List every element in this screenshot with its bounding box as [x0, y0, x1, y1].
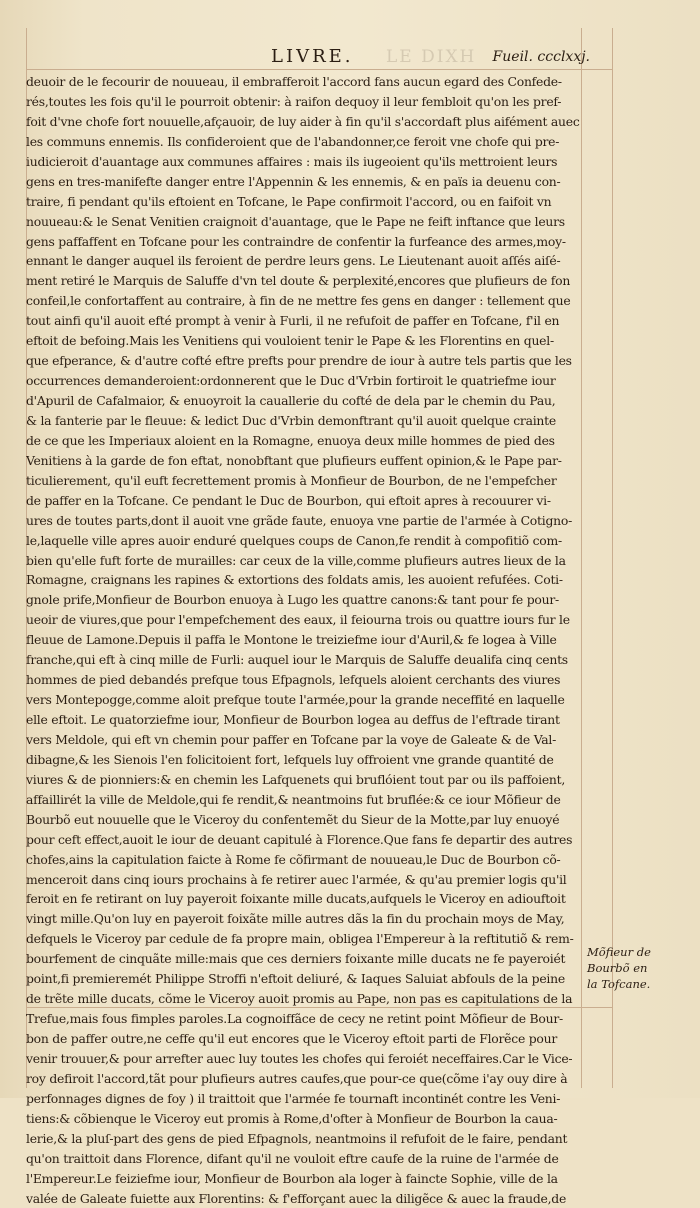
margin-note-line: la Tofcane.	[587, 976, 687, 992]
text-line: d'Apuril de Cafalmaior, & enuoyroit la cauallerie du cofté de dela par le chemin du Pau,	[26, 391, 582, 411]
text-line: roy defiroit l'accord,tãt pour plufieurs autres caufes,que pour-ce que(cõme i'ay ouy dire à	[26, 1069, 582, 1089]
text-line: viures & de pionniers:& en chemin les Lafquenets qui bruflóient tout par ou ils paffoient,	[26, 770, 582, 790]
margin-column-rule	[612, 28, 613, 1088]
text-line: bon de paffer outre,ne ceffe qu'il eut encores que le Viceroy eftoit parti de Florẽce pour	[26, 1029, 582, 1049]
text-line: Romagne, craignans les rapines & extortions des foldats amis, les auoient refufées. Coti-	[26, 570, 582, 590]
text-line: eftoit de befoing.Mais les Venitiens qui vouloient tenir le Pape & les Florentins en quel-	[26, 331, 582, 351]
margin-note-line: Mõfieur de	[587, 944, 687, 960]
text-line: rés,toutes les fois qu'il le pourroit obtenir: à raifon dequoy il leur fembloit qu'on les pref-	[26, 92, 582, 112]
text-line: Trefue,mais fous fimples paroles.La cognoiffãce de cecy ne retint point Mõfieur de Bour-	[26, 1009, 582, 1029]
text-line: vers Meldole, qui eft vn chemin pour paffer en Tofcane par la voye de Galeate & de Val-	[26, 730, 582, 750]
text-line: franche,qui eft à cinq mille de Furli: auquel iour le Marquis de Saluffe deualifa cinq cents	[26, 650, 582, 670]
text-line: menceroit dans cinq iours prochains à fe retirer auec l'armée, & qu'au premier logis qu'il	[26, 870, 582, 890]
folio-number: Fueil. ccclxxj.	[493, 49, 590, 65]
text-line: de trẽte mille ducats, cõme le Viceroy auoit promis au Pape, non pas es capitulations de la	[26, 989, 582, 1009]
text-line: deuoir de le fecourir de nouueau, il embrafferoit l'accord fans aucun egard des Confede-	[26, 72, 582, 92]
text-line: & la fanterie par le fleuue: & ledict Duc d'Vrbin demonftrant qu'il auoit quelque crainte	[26, 411, 582, 431]
text-line: qu'on traittoit dans Florence, difant qu'il ne vouloit eftre caufe de la ruine de l'armée de	[26, 1149, 582, 1169]
text-line: l'Empereur.Le feiziefme iour, Monfieur de Bourbon ala loger à faincte Sophie, ville de la	[26, 1169, 582, 1189]
body-text	[26, 72, 582, 1208]
text-line: tiens:& cõbienque le Viceroy eut promis à Rome,d'ofter à Monfieur de Bourbon la caua-	[26, 1109, 582, 1129]
text-line: gens en tres-manifefte danger entre l'Appennin & les ennemis, & en païs ia deuenu con-	[26, 172, 582, 192]
text-line: ticulierement, qu'il euft fecrettement promis à Monfieur de Bourbon, de ne l'empefcher	[26, 471, 582, 491]
text-line: elle eftoit. Le quatorziefme iour, Monfieur de Bourbon logea au deffus de l'eftrade tirant	[26, 710, 582, 730]
text-line: ment retiré le Marquis de Saluffe d'vn tel doute & perplexité,encores que plufieurs de fon	[26, 271, 582, 291]
page-header	[26, 46, 590, 70]
text-line: foit d'vne chofe fort nouuelle,afçauoir, de luy aider à fin qu'il s'accordaft plus aifément auec	[26, 112, 582, 132]
text-line: gnole prife,Monfieur de Bourbon enuoya à Lugo les quattre canons:& tant pour fe pour-	[26, 590, 582, 610]
text-line: chofes,ains la capitulation faicte à Rome fe cõfirmant de nouueau,le Duc de Bourbon cõ-	[26, 850, 582, 870]
text-line: Bourbõ eut nouuelle que le Viceroy du confentemẽt du Sieur de la Motte,par luy enuoyé	[26, 810, 582, 830]
text-line: traire, fi pendant qu'ils eftoient en Tofcane, le Pape confirmoit l'accord, ou en faifoit vn	[26, 192, 582, 212]
text-line: iudicieroit d'auantage aux communes affaires : mais ils iugeoient qu'ils mettroient leurs	[26, 152, 582, 172]
text-line: vingt mille.Qu'on luy en payeroit foixãte mille autres dãs la fin du prochain moys de May,	[26, 909, 582, 929]
text-line: hommes de pied debandés prefque tous Efpagnols, lefquels aloient cerchants des viures	[26, 670, 582, 690]
text-line: ures de toutes parts,dont il auoit vne grãde faute, enuoya vne partie de l'armée à Cotigno-	[26, 511, 582, 531]
text-line: perfonnages dignes de foy ) il traittoit que l'armée fe tournaft incontinét contre les Veni-	[26, 1089, 582, 1109]
text-line: bourfement de cinquãte mille:mais que ces derniers foixante mille ducats ne fe payeroiét	[26, 949, 582, 969]
text-line: les communs ennemis. Ils confideroient que de l'abandonner,ce feroit vne chofe qui pre-	[26, 132, 582, 152]
text-line: ueoir de viures,que pour l'empefchement des eaux, il feiourna trois ou quattre iours fur le	[26, 610, 582, 630]
text-line: point,fi premieremét Philippe Stroffi n'eftoit deliuré, & Iaques Saluiat abfouls de la peine	[26, 969, 582, 989]
text-line: confeil,le confortaffent au contraire, à fin de ne mettre fes gens en danger : tellement que	[26, 291, 582, 311]
text-line: nouueau:& le Senat Venitien craignoit d'auantage, que le Pape ne feift inftance que leurs	[26, 212, 582, 232]
text-line: le,laquelle ville apres auoir enduré quelques coups de Canon,fe rendit à compofitiõ com-	[26, 531, 582, 551]
text-line: feroit en fe retirant on luy payeroit foixante mille ducats,aufquels le Viceroy en adiouftoit	[26, 889, 582, 909]
margin-note-line: Bourbõ en	[587, 960, 687, 976]
text-line: vers Montepogge,comme aloit prefque toute l'armée,pour la grande neceffité en laquelle	[26, 690, 582, 710]
text-line: bien qu'elle fuft forte de murailles: car ceux de la ville,comme plufieurs autres lieux de la	[26, 551, 582, 571]
text-line: pour ceft effect,auoit le iour de deuant capitulé à Florence.Que fans fe departir des autres	[26, 830, 582, 850]
running-head: LIVRE.	[271, 46, 353, 67]
text-line: de paffer en la Tofcane. Ce pendant le Duc de Bourbon, qui eftoit apres à recouurer vi-	[26, 491, 582, 511]
margin-note	[587, 944, 687, 992]
text-line: ennant le danger auquel ils feroient de perdre leurs gens. Le Lieutenant auoit aſſés aiſé-	[26, 251, 582, 271]
text-line: gens paffaffent en Tofcane pour les contraindre de confentir la furfeance des armes,moy-	[26, 232, 582, 252]
text-line: affaillirét la ville de Meldole,qui fe rendit,& neantmoins fut bruflée:& ce iour Mõfieur de	[26, 790, 582, 810]
text-line: defquels le Viceroy par cedule de fa propre main, obligea l'Empereur à la reftitutiõ & rem-	[26, 929, 582, 949]
text-line: de ce que les Imperiaux aloient en la Romagne, enuoya deux mille hommes de pied des	[26, 431, 582, 451]
text-line: valée de Galeate fuiette aux Florentins: & f'efforçant auec la diligẽce & auec la fraude,de	[26, 1189, 582, 1208]
bleed-through-text: LE DIXH	[386, 47, 476, 67]
text-line: dibagne,& les Sienois l'en folicitoient fort, lefquels luy offroient vne grande quantité de	[26, 750, 582, 770]
text-line: fleuue de Lamone.Depuis il paffa le Montone le treiziefme iour d'Auril,& fe logea à Ville	[26, 630, 582, 650]
text-line: Venitiens à la garde de fon eftat, nonobftant que plufieurs euffent opinion,& le Pape par-	[26, 451, 582, 471]
text-line: tout ainfi qu'il auoit efté prompt à venir à Furli, il ne refufoit de paffer en Tofcane, f'il en	[26, 311, 582, 331]
text-line: lerie,& la pluſ-part des gens de pied Efpagnols, neantmoins il refufoit de le faire, pendant	[26, 1129, 582, 1149]
text-line: venir trouuer,& pour arrefter auec luy toutes les chofes qui feroiét neceffaires.Car le Vice-	[26, 1049, 582, 1069]
text-line: que efperance, & d'autre cofté eftre prefts pour prendre de iour à autre tels partis que les	[26, 351, 582, 371]
text-line: occurrences demanderoient:ordonnerent que le Duc d'Vrbin fortiroit le quatriefme iour	[26, 371, 582, 391]
